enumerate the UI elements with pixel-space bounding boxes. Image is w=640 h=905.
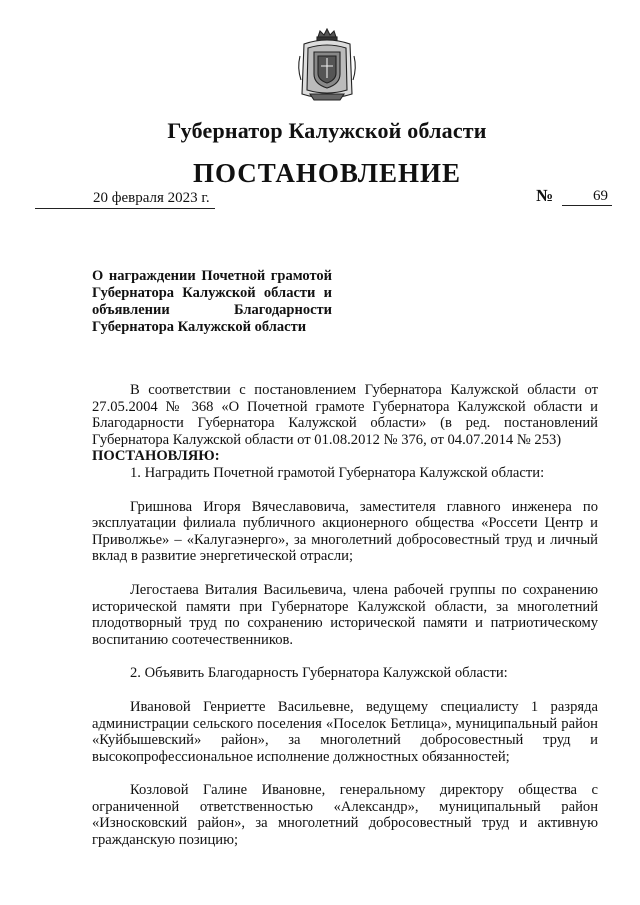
thanks-paragraph-2: Козловой Галине Ивановне, генеральному директору общества с ограниченной ответственностью «Александр», муниципальный район «Износковский район», за многолетний добросовестный труд и активную гражданскую позицию; bbox=[92, 782, 598, 849]
coat-of-arms-icon bbox=[296, 28, 358, 102]
document-body bbox=[92, 382, 598, 849]
document-subject: О награждении Почетной грамотой Губернатора Калужской области и объявлении Благодарности Губернатора Калужской области bbox=[92, 268, 332, 335]
document-number: 69 bbox=[562, 188, 612, 206]
award-paragraph-2: Легостаева Виталия Васильевича, члена рабочей группы по сохранению исторической памяти при Губернаторе Калужской области, за многолетний плодотворный труд по сохранению исторической памяти и патриотическому воспитанию соотечественников. bbox=[92, 581, 598, 648]
award-paragraph-1: Гришнова Игоря Вячеславовича, заместителя главного инженера по эксплуатации филиала публичного акционерного общества «Россети Центр и Приволжье» – «Калугаэнерго», за многолетний добросовестный труд и личный вклад в развитие энергетической отрасли; bbox=[92, 498, 598, 565]
document-date-field bbox=[35, 190, 215, 209]
item-2-heading: 2. Объявить Благодарность Губернатора Калужской области: bbox=[130, 665, 508, 682]
document-type-title: ПОСТАНОВЛЕНИЕ bbox=[192, 158, 462, 188]
decree-word: ПОСТАНОВЛЯЮ: bbox=[92, 448, 220, 465]
document-date: 20 февраля 2023 г. bbox=[93, 190, 210, 206]
number-label: № bbox=[536, 186, 554, 205]
issuer-title: Губернатор Калужской области bbox=[167, 118, 487, 143]
item-1-heading: 1. Наградить Почетной грамотой Губернатора Калужской области: bbox=[130, 464, 545, 481]
thanks-paragraph-1: Ивановой Генриетте Васильевне, ведущему специалисту 1 разряда администрации сельского поселения «Поселок Бетлица», муниципальный район «Куйбышевский» район», за многолетний добросовестный труд и высокопрофессиональное исполнение должностных обязанностей; bbox=[92, 698, 598, 765]
preamble-paragraph: В соответствии с постановлением Губернатора Калужской области от 27.05.2004 № 368 «О Почетной грамоте Губернатора Калужской области и Благодарности Губернатора Калужской области» (в ред. постановлений Губернатора Калужской области от 01.08.2012 № 376, от 04.07.2014 № 253) bbox=[92, 382, 598, 448]
